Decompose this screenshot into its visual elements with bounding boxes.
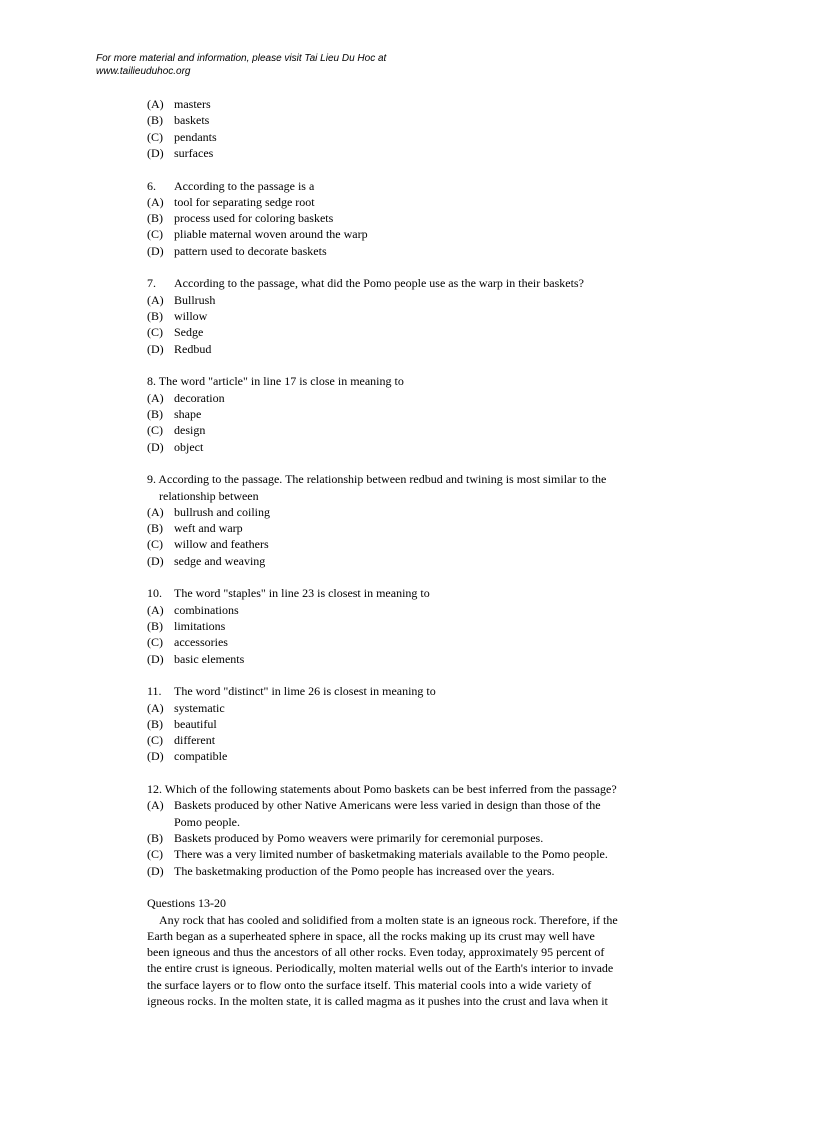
question-stem: 11. The word "distinct" in lime 26 is closest in meaning to [147,684,436,699]
question-stem: 6. According to the passage is a [147,178,315,193]
document-content [147,96,677,1009]
question-10 [147,585,677,666]
question-5-options [147,96,677,161]
option: (A) decoration [147,390,225,405]
option: (D) Redbud [147,341,212,356]
option: (B) baskets [147,113,210,128]
question-stem: 7. According to the passage, what did the Pomo people use as the warp in their baskets? [147,276,584,291]
passage [147,895,677,1009]
option: (C) pliable maternal woven around the warp [147,227,368,242]
option-continued: Pomo people. [174,814,240,829]
option: (D) pattern used to decorate baskets [147,243,327,258]
option: (A) Bullrush [147,292,216,307]
option: (D) object [147,439,204,454]
question-8 [147,373,677,454]
option: (A) masters [147,97,211,111]
option: (A) combinations [147,602,239,617]
question-stem: 8. The word "article" in line 17 is close in meaning to [147,374,404,389]
question-stem-continued: relationship between [159,488,259,503]
option: (A) systematic [147,700,225,715]
question-6 [147,178,677,259]
option: (C) Sedge [147,325,204,340]
passage-line: Any rock that has cooled and solidified from a molten state is an igneous rock. Therefore, if the [159,912,618,927]
option: (D) surfaces [147,145,214,160]
header-url: www.tailieuduhoc.org [96,66,191,77]
option: (D) compatible [147,749,228,764]
question-11 [147,683,677,764]
option: (C) pendants [147,129,217,144]
option: (C) There was a very limited number of basketmaking materials available to the Pomo people. [147,847,608,862]
option: (D) sedge and weaving [147,553,266,568]
question-9 [147,471,677,569]
option: (B) beautiful [147,716,217,731]
question-7 [147,275,677,356]
header-line-1: For more material and information, please visit Tai Lieu Du Hoc at [96,53,387,64]
question-stem: 9. According to the passage. The relationship between redbud and twining is most similar to the [147,472,607,487]
passage-line: been igneous and thus the ancestors of all other rocks. Even today, approximately 95 percent of [147,945,605,960]
passage-line: igneous rocks. In the molten state, it is called magma as it pushes into the crust and lava when it [147,994,608,1009]
passage-heading: Questions 13-20 [147,896,226,911]
option: (B) Baskets produced by Pomo weavers were primarily for ceremonial purposes. [147,831,544,846]
page-header [96,52,386,78]
passage-line: the surface layers or to flow onto the surface itself. This material cools into a wide variety of [147,977,592,992]
option: (C) different [147,733,216,748]
option: (B) shape [147,406,202,421]
option: (C) design [147,423,206,438]
option: (A) bullrush and coiling [147,504,270,519]
option: (C) willow and feathers [147,537,269,552]
option: (D) basic elements [147,651,245,666]
passage-line: the entire crust is igneous. Periodically, molten material wells out of the Earth's interior to invade [147,961,614,976]
option: (A) tool for separating sedge root [147,194,315,209]
question-stem: 10. The word "staples" in line 23 is closest in meaning to [147,586,430,601]
option: (B) limitations [147,618,226,633]
passage-line: Earth began as a superheated sphere in space, all the rocks making up its crust may well have [147,928,595,943]
option: (B) willow [147,309,208,324]
option: (C) accessories [147,635,228,650]
question-12 [147,781,677,879]
option: (B) process used for coloring baskets [147,211,334,226]
option: (D) The basketmaking production of the Pomo people has increased over the years. [147,863,555,878]
option: (A) Baskets produced by other Native Americans were less varied in design than those of the [147,798,601,813]
option: (B) weft and warp [147,521,243,536]
question-stem: 12. Which of the following statements about Pomo baskets can be best inferred from the passage? [147,782,617,797]
